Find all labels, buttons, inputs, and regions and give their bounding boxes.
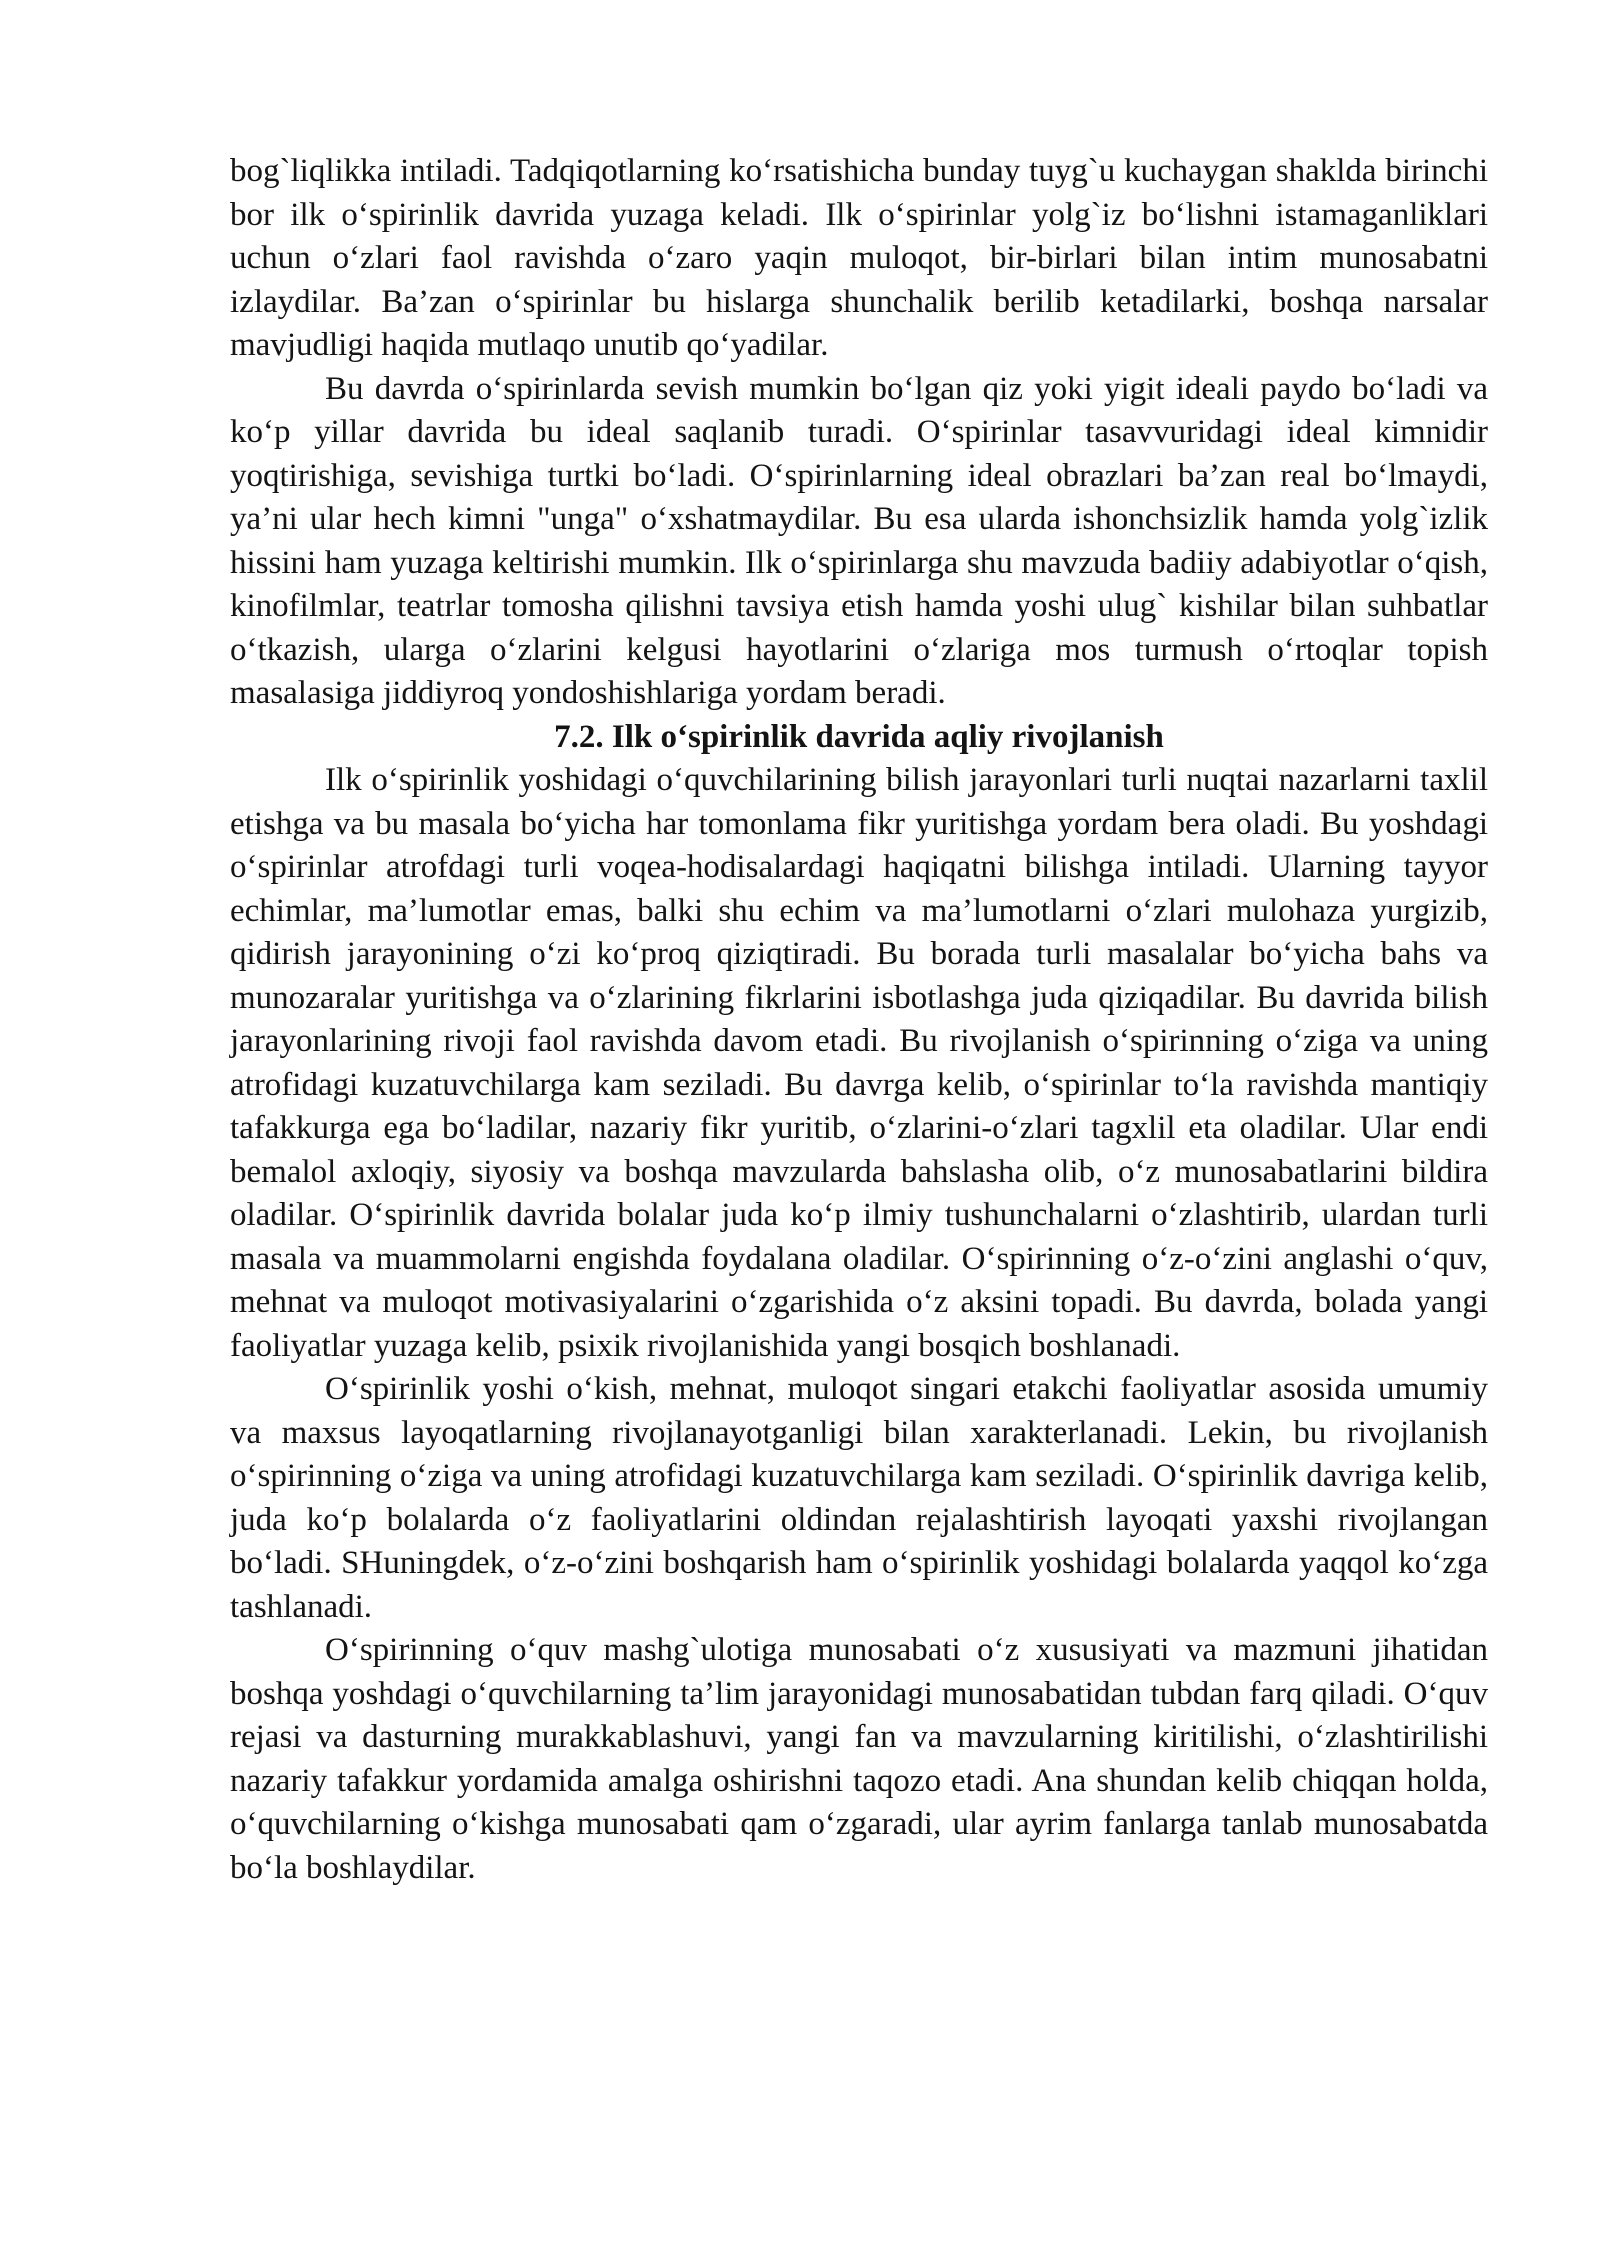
paragraph-continuation: bog`liqlikka intiladi. Tadqiqotlarning ko‘rsatishicha bunday tuyg`u kuchaygan shaklda birinchi bor ilk o‘spirinlik davrida yuzaga keladi. Ilk o‘spirinlar yolg`iz bo‘lishni istamaganliklari uchun o‘zlari faol ravishda o‘zaro yaqin muloqot, bir-birlari bilan intim munosabatni izlaydilar. Ba’zan o‘spirinlar bu hislarga shunchalik berilib ketadilarki, boshqa narsalar mavjudligi haqida mutlaqo unutib qo‘yadilar. [230, 153, 1488, 363]
document-page [230, 150, 1488, 1890]
paragraph-ideal: Bu davrda o‘spirinlarda sevish mumkin bo‘lgan qiz yoki yigit ideali paydo bo‘ladi va ko‘p yillar davrida bu ideal saqlanib turadi. O‘spirinlar tasavvuridagi ideal kimnidir yoqtirishiga, sevishiga turtki bo‘ladi. O‘spirinlarning ideal obrazlari ba’zan real bo‘lmaydi, ya’ni ular hech kimni "unga" o‘xshatmaydilar. Bu esa ularda ishonchsizlik hamda yolg`izlik hissini ham yuzaga keltirishi mumkin. Ilk o‘spirinlarga shu mavzuda badiiy adabiyotlar o‘qish, kinofilmlar, teatrlar tomosha qilishni tavsiya etish hamda yoshi ulug` kishilar bilan suhbatlar o‘tkazish, ularga o‘zlarini kelgusi hayotlarini o‘zlariga mos turmush o‘rtoqlar topish masalasiga jiddiyroq yondoshishlariga yordam beradi. [230, 370, 1488, 711]
paragraph-abilities: O‘spirinlik yoshi o‘kish, mehnat, muloqot singari etakchi faoliyatlar asosida umumiy va maxsus layoqatlarning rivojlanayotganligi bilan xarakterlanadi. Lekin, bu rivojlanish o‘spirinning o‘ziga va uning atrofidagi kuzatuvchilarga kam seziladi. O‘spirinlik davriga kelib, juda ko‘p bolalarda o‘z faoliyatlarini oldindan rejalashtirish layoqati yaxshi rivojlangan bo‘ladi. SHuningdek, o‘z-o‘zini boshqarish ham o‘spirinlik yoshidagi bolalarda yaqqol ko‘zga tashlanadi. [230, 1371, 1488, 1625]
paragraph-cognitive-development: Ilk o‘spirinlik yoshidagi o‘quvchilarining bilish jarayonlari turli nuqtai nazarlarni taxlil etishga va bu masala bo‘yicha har tomonlama fikr yuritishga yordam bera oladi. Bu yoshdagi o‘spirinlar atrofdagi turli voqea-hodisalardagi haqiqatni bilishga intiladi. Ularning tayyor echimlar, ma’lumotlar emas, balki shu echim va ma’lumotlarni o‘zlari mulohaza yurgizib, qidirish jarayonining o‘zi ko‘proq qiziqtiradi. Bu borada turli masalalar bo‘yicha bahs va munozaralar yuritishga va o‘zlarining fikrlarini isbotlashga juda qiziqadilar. Bu davrida bilish jarayonlarining rivoji faol ravishda davom etadi. Bu rivojlanish o‘spirinning o‘ziga va uning atrofidagi kuzatuvchilarga kam seziladi. Bu davrga kelib, o‘spirinlar to‘la ravishda mantiqiy tafakkurga ega bo‘ladilar, nazariy fikr yuritib, o‘zlarini-o‘zlari tagxlil eta oladilar. Ular endi bemalol axloqiy, siyosiy va boshqa mavzularda bahslasha olib, o‘z munosabatlarini bildira oladilar. O‘spirinlik davrida bolalar juda ko‘p ilmiy tushunchalarni o‘zlashtirib, ulardan turli masala va muammolarni engishda foydalana oladilar. O‘spirinning o‘z-o‘zini anglashi o‘quv, mehnat va muloqot motivasiyalarini o‘zgarishida o‘z aksini topadi. Bu davrda, bolada yangi faoliyatlar yuzaga kelib, psixik rivojlanishida yangi bosqich boshlanadi. [230, 762, 1488, 1364]
section-heading: 7.2. Ilk o‘spirinlik davrida aqliy rivojlanish [554, 718, 1164, 755]
paragraph-study-attitude: O‘spirinning o‘quv mashg`ulotiga munosabati o‘z xususiyati va mazmuni jihatidan boshqa yoshdagi o‘quvchilarning ta’lim jarayonidagi munosabatidan tubdan farq qiladi. O‘quv rejasi va dasturning murakkablashuvi, yangi fan va mavzularning kiritilishi, o‘zlashtirilishi nazariy tafakkur yordamida amalga oshirishni taqozo etadi. Ana shundan kelib chiqqan holda, o‘quvchilarning o‘kishga munosabati qam o‘zgaradi, ular ayrim fanlarga tanlab munosabatda bo‘la boshlaydilar. [230, 1632, 1488, 1886]
